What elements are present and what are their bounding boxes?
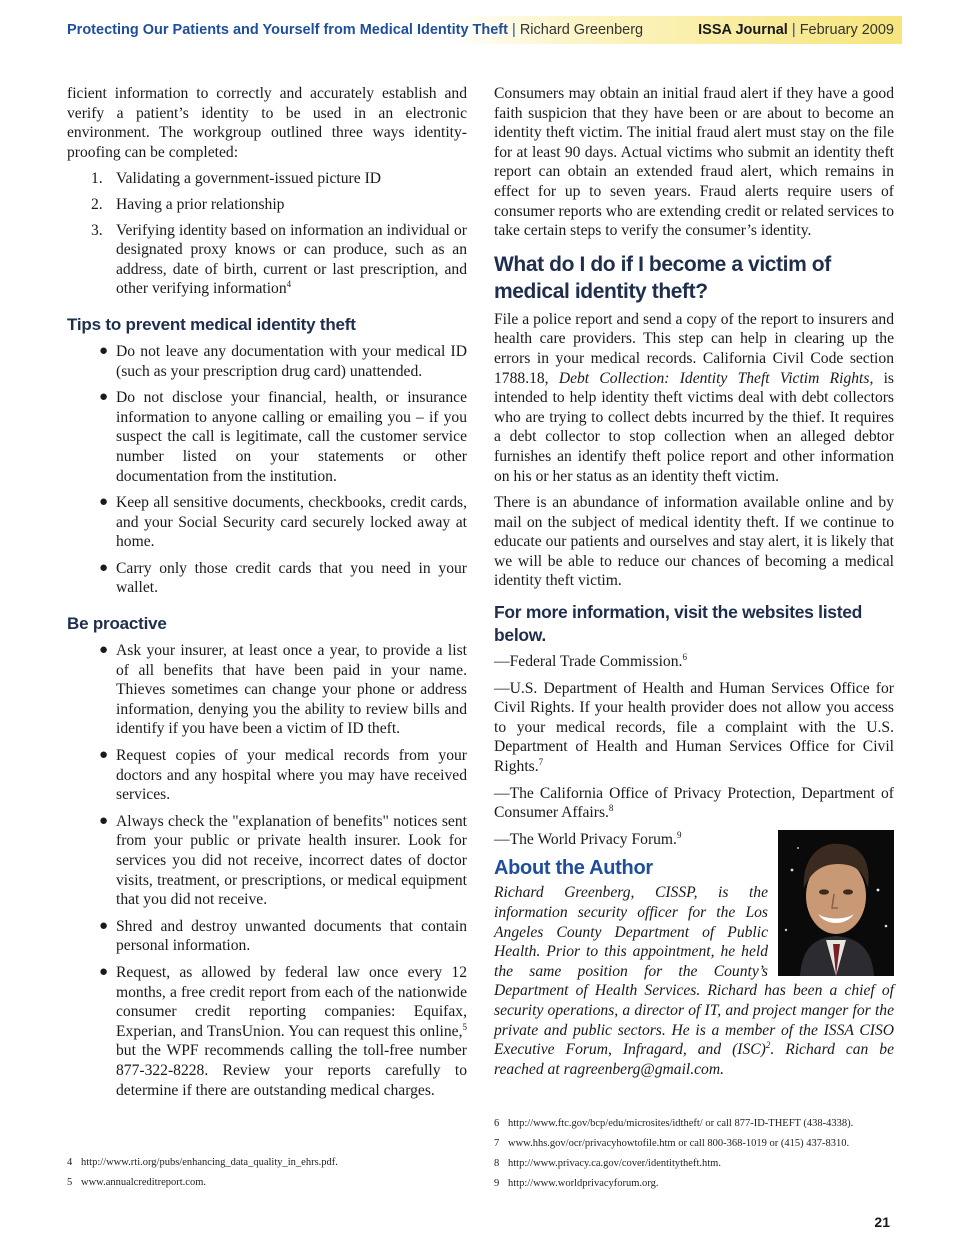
list-item: [67, 195, 467, 215]
footnote-ref: 4: [286, 279, 292, 290]
footnote-ref: 7: [538, 756, 544, 767]
fraud-alert-paragraph: Consumers may obtain an initial fraud alert if they have a good faith suspicion that they have been or are about to become an identity theft victim. The initial fraud alert must stay on the file for at least 90 days. Actual victims who submit an identity theft report can obtain an extended fraud alert, which remains in effect for up to seven years. Fraud alerts require users of consumer reports who are extending credit or related services to take certain steps to verify the consumer’s identity.: [494, 85, 894, 240]
list-number: 1.: [91, 170, 103, 188]
tips-list: [67, 342, 467, 598]
list-item-text: Ask your insurer, at least once a year, to provide a list of all benefits that have been paid in your name. Thieves sometimes can change your phone or address information, denying you the ability to review bills and identify if you have been a victim of ID theft.: [116, 642, 467, 738]
list-item-text: Request copies of your medical records from your doctors and any hospital where you may have received services.: [116, 747, 467, 804]
identity-proofing-list: [67, 169, 467, 299]
footnote-link[interactable]: http://www.worldprivacyforum.org.: [508, 1178, 659, 1189]
footnote-ref: 8: [608, 803, 614, 814]
header-article-title: Protecting Our Patients and Yourself from Medical Identity Theft: [67, 22, 508, 38]
list-item: [67, 169, 467, 189]
footnote-number: 6: [494, 1118, 500, 1129]
footnote: [67, 1153, 467, 1173]
footnote-ref: 5: [462, 1021, 467, 1032]
resource-text: —The California Office of Privacy Protection, Department of Consumer Affairs.: [494, 784, 894, 822]
header-separator-2: |: [791, 22, 796, 38]
header-journal: ISSA Journal: [698, 22, 788, 38]
law-title: Debt Collection: Identity Theft Victim Rights,: [558, 369, 874, 387]
author-photo: [778, 830, 894, 976]
bullet-icon: ●: [99, 812, 109, 829]
text-run: Richard Greenberg, CISSP, is the information security officer for the Los Angeles County Department of Public Health. Prior to this appointment, he held the same position for the County’s Department of Health Services. Richard has been a chief of security operations, a director of IT, and project manger for the private and public sectors. He is a member of the ISSA CISO Executive Forum, Infragard, and (ISC): [494, 884, 894, 1059]
page-number: 21: [874, 1214, 890, 1230]
author-portrait-image: [778, 830, 894, 976]
text-run: is intended to help identity theft victims deal with debt collectors who are trying to collect debts incurred by the thief. It requires a debt collector to stop collection when an alleged debtor furnishes an identify theft police report and other information on his or her status as an identity theft victim.: [494, 369, 894, 485]
left-column: [67, 84, 467, 1107]
resource-text: —U.S. Department of Health and Human Services Office for Civil Rights. If your health provider does not allow you access to your medical records, file a complaint with the U.S. Department of Health and Human Services Office for Civil Rights.: [494, 679, 894, 776]
footnotes-right: [494, 1114, 914, 1194]
resource-item: [494, 652, 894, 672]
footnote: [67, 1173, 467, 1193]
list-item: [67, 917, 467, 956]
footnote-link[interactable]: http://www.ftc.gov/bcp/edu/microsites/idtheft/ or call 877-ID-THEFT (438-4338).: [508, 1118, 854, 1129]
footnote-ref: 9: [676, 829, 682, 840]
superscript: 2: [765, 1039, 771, 1050]
list-item: [67, 388, 467, 486]
footnote: [494, 1134, 914, 1154]
proactive-heading: Be proactive: [67, 614, 167, 634]
list-item-text: Request, as allowed by federal law once every 12 months, a free credit report from each of the nationwide consumer credit reporting companies: Equifax, Experian, and TransUnion. You can request this online,: [116, 963, 467, 1040]
footnote-number: 9: [494, 1178, 500, 1189]
resource-text: —Federal Trade Commission.: [494, 653, 683, 671]
tips-heading: Tips to prevent medical identity theft: [67, 314, 356, 334]
footnote-number: 5: [67, 1177, 73, 1188]
running-header: [60, 16, 902, 44]
list-number: 3.: [91, 221, 103, 239]
bullet-icon: ●: [99, 642, 109, 659]
footnote-number: 7: [494, 1138, 500, 1149]
abundance-paragraph: There is an abundance of information available online and by mail on the subject of medical identity theft. If we continue to educate our patients and ourselves and stay alert, it is likely that we will be able to reduce our chances of becoming a medical identity theft victim.: [494, 494, 894, 590]
bullet-icon: ●: [99, 559, 109, 576]
footnote: [494, 1174, 914, 1194]
resource-item: [494, 784, 894, 823]
list-item: [67, 812, 467, 910]
list-item: [67, 221, 467, 299]
list-number: 2.: [91, 195, 103, 213]
header-left: [67, 16, 643, 44]
victim-paragraph: [494, 310, 894, 486]
text-run: File a police report and send a copy of the report to insurers and health care providers. This step can help in clearing up the errors in your medical records. California Civil Code section 1788.18,: [494, 310, 894, 387]
right-column: [494, 84, 894, 1079]
intro-paragraph: ficient information to correctly and accurately establish and verify a patient’s identity to be used in an electronic environment. The workgroup outlined three ways identity-proofing can be completed:: [67, 85, 467, 161]
list-item: [67, 493, 467, 552]
list-item-text: Verifying identity based on information an individual or designated proxy knows or can produce, such as an address, date of birth, current or last prescription, and other verifying information: [116, 221, 467, 298]
proactive-list: [67, 641, 467, 1100]
list-item: [67, 641, 467, 739]
header-date: February 2009: [799, 22, 894, 38]
bullet-icon: ●: [99, 963, 109, 980]
more-info-heading: For more information, visit the websites listed below.: [494, 602, 863, 646]
list-item: [67, 559, 467, 598]
text-run: . Richard can be reached at ragreenberg@gmail.com.: [494, 1041, 894, 1078]
victim-heading: What do I do if I become a victim of medical identity theft?: [494, 252, 831, 303]
list-item-text-cont: but the WPF recommends calling the toll-free number 877-322-8228. Review your reports carefully to determine if there are outstanding medical charges.: [116, 1042, 467, 1099]
list-item-text: Validating a government-issued picture ID: [116, 170, 382, 188]
list-item: [67, 342, 467, 381]
list-item: [67, 963, 467, 1100]
bullet-icon: ●: [99, 389, 109, 406]
bullet-icon: ●: [99, 747, 109, 764]
footnote-ref: 6: [682, 651, 687, 662]
header-right: [698, 16, 894, 44]
header-separator: |: [512, 22, 516, 38]
footnote-link[interactable]: http://www.privacy.ca.gov/cover/identitytheft.htm.: [508, 1158, 721, 1169]
resource-item: [494, 679, 894, 777]
list-item-text: Always check the "explanation of benefits" notices sent from your public or private health insurer. Look for services you did not receive, incorrect dates of doctor visits, treatment, or prescriptions, or medical equipment that you did not receive.: [116, 812, 467, 909]
footnotes-left: [67, 1153, 467, 1193]
footnote-number: 4: [67, 1157, 73, 1168]
footnote-link[interactable]: www.hhs.gov/ocr/privacyhowtofile.htm or call 800-368-1019 or (415) 437-8310.: [508, 1138, 850, 1149]
footnote: [494, 1154, 914, 1174]
about-author-heading: About the Author: [494, 857, 653, 880]
footnote-link[interactable]: http://www.rti.org/pubs/enhancing_data_quality_in_ehrs.pdf.: [81, 1157, 338, 1168]
list-item-text: Shred and destroy unwanted documents that contain personal information.: [116, 917, 467, 955]
resource-item: [494, 830, 764, 850]
header-author: Richard Greenberg: [519, 22, 644, 38]
list-item-text: Carry only those credit cards that you need in your wallet.: [116, 559, 467, 597]
bullet-icon: ●: [99, 494, 109, 511]
list-item-text: Having a prior relationship: [116, 195, 285, 213]
author-block: [494, 830, 894, 1080]
footnote: [494, 1114, 914, 1134]
footnote-number: 8: [494, 1158, 500, 1169]
resource-text: —The World Privacy Forum.: [494, 830, 677, 848]
list-item: [67, 746, 467, 805]
list-item-text: Do not disclose your financial, health, or insurance information to anyone calling or emailing you – if you suspect the call is legitimate, call the customer service number listed on your statements or other documentation from the institution.: [116, 389, 467, 485]
list-item-text: Keep all sensitive documents, checkbooks, credit cards, and your Social Security card securely locked away at home.: [116, 494, 467, 551]
footnote-link[interactable]: www.annualcreditreport.com.: [81, 1177, 206, 1188]
list-item-text: Do not leave any documentation with your medical ID (such as your prescription drug card) unattended.: [116, 342, 467, 380]
bullet-icon: ●: [99, 342, 109, 359]
bullet-icon: ●: [99, 917, 109, 934]
